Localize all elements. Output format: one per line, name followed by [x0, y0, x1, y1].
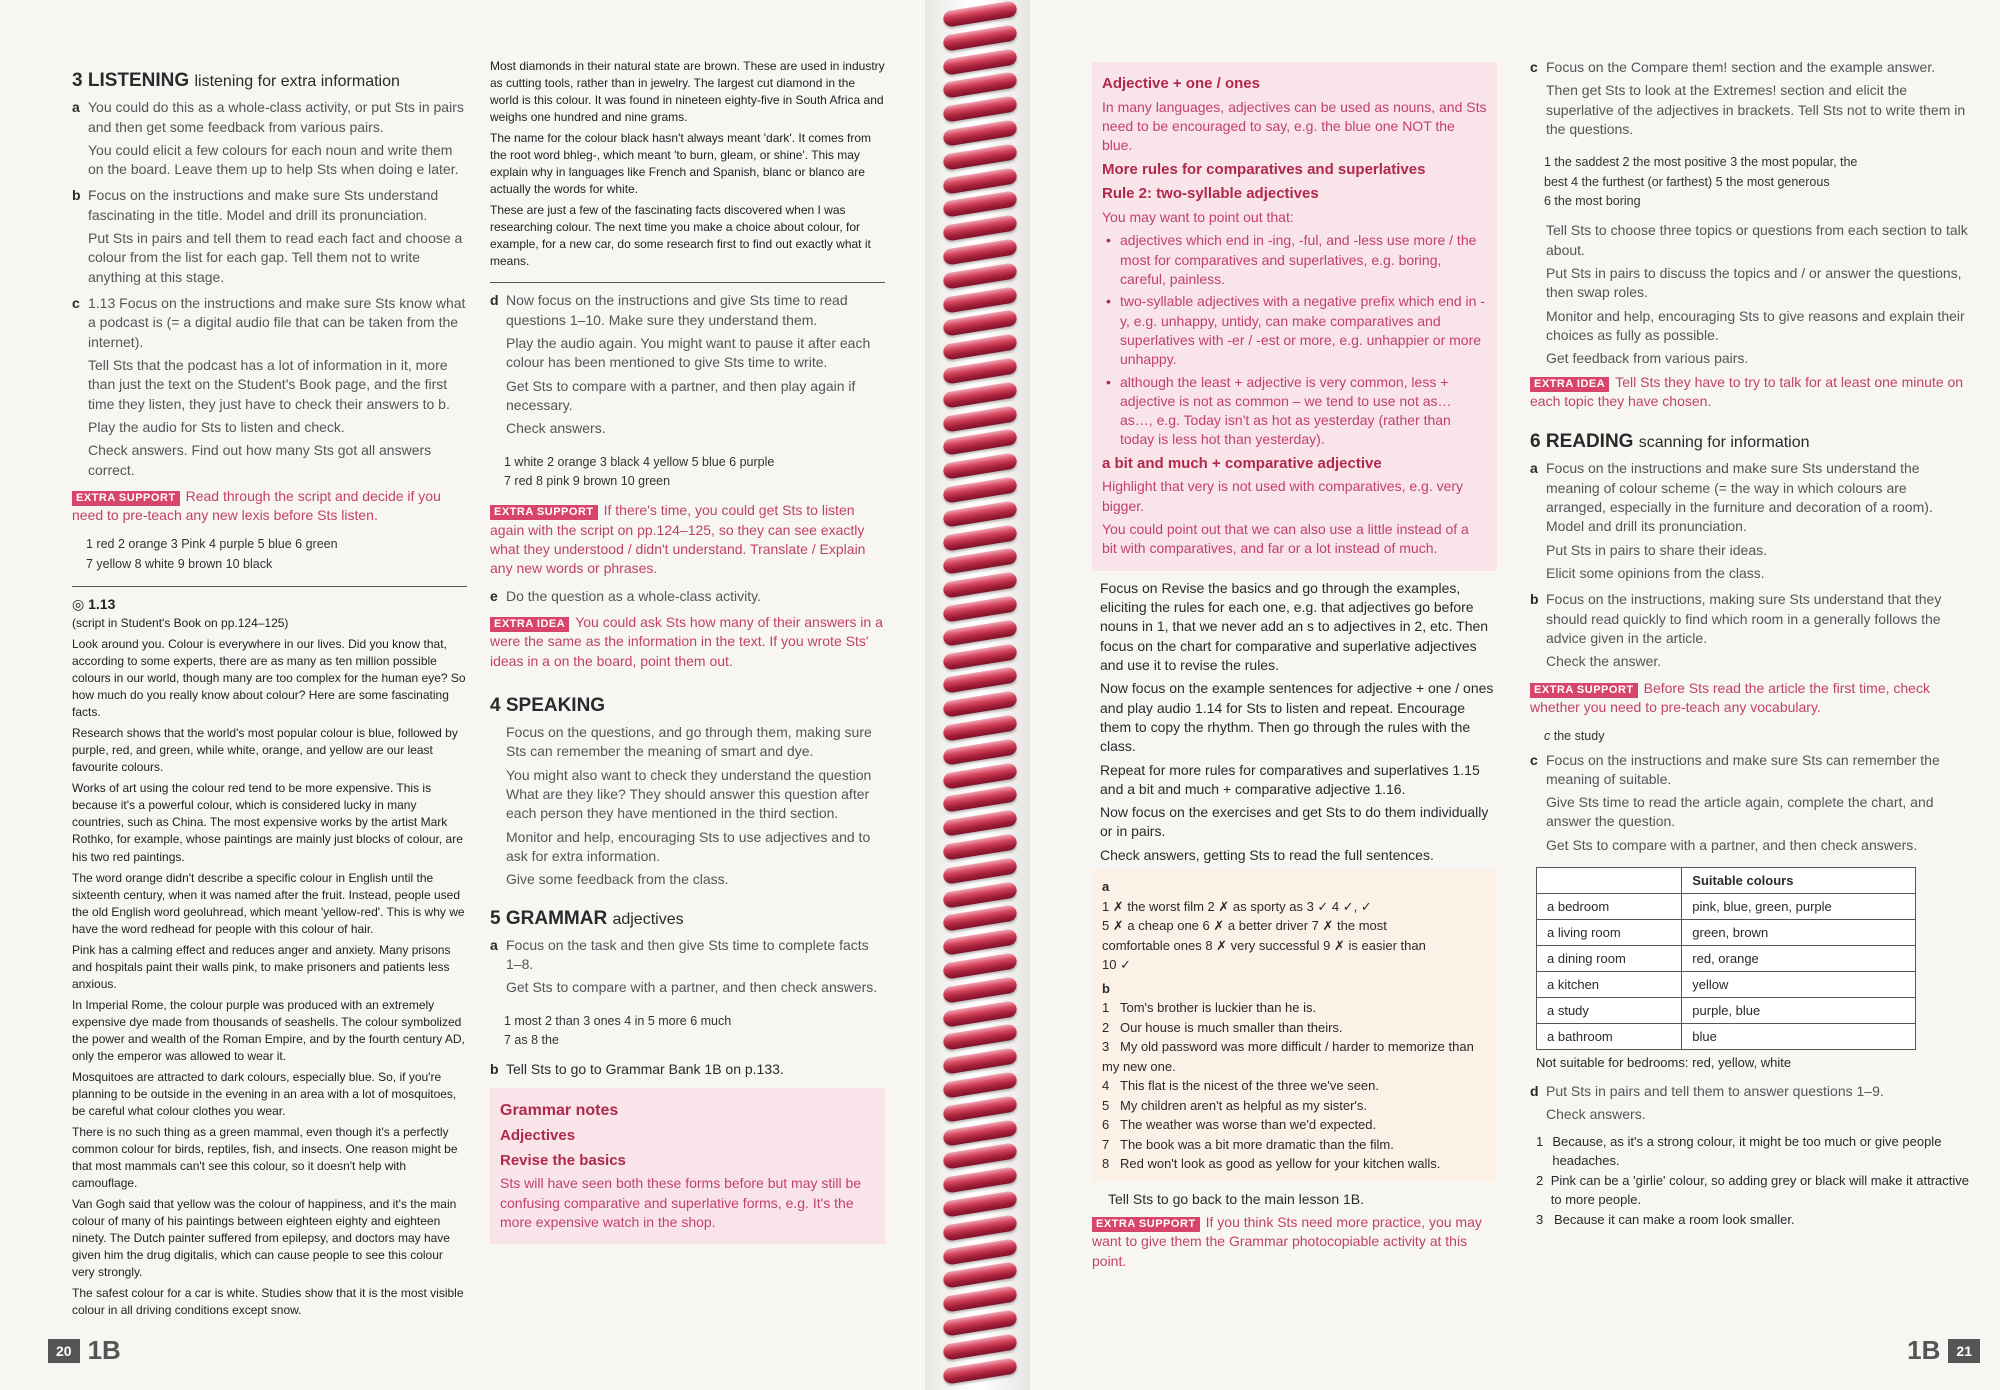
audio-script-continued: Most diamonds in their natural state are brown. These are used in industry as cutting tools, rather than in jewelry. The largest cut diamond in the world is this colour. It was found in nineteen eighty-five in South Africa and weighs one hundred and nine grams. The name for the colour black hasn't always meant 'dark'. It comes from the root word bhleg-, which meant 'to burn, gleam, or shine'. This may explain why in languages like French and Spanish, blanc or blanco are actually the words for white. These are just a few of the fascinating facts discovered when I was researching colour. The next time you make a choice about colour, for example, for a new car, do some research first to find out exactly what it means. [490, 59, 885, 269]
spiral-coil [942, 24, 1018, 51]
listening-heading: 3 LISTENING listening for extra information [72, 70, 400, 91]
left-page [0, 0, 925, 1390]
spiral-coil [942, 1143, 1018, 1170]
spiral-coil [942, 1285, 1018, 1312]
listening-d-1: Now focus on the instructions and give Sts time to read questions 1–10. Make sure they understand them. [506, 292, 848, 328]
spiral-coil [942, 1166, 1018, 1193]
listening-a-1: You could do this as a whole-class activity, or put Sts in pairs and then get some feedback from various pairs. [88, 99, 464, 135]
spiral-coil [942, 500, 1018, 527]
spiral-coil [942, 809, 1018, 836]
spiral-coil [942, 167, 1018, 194]
spiral-coil [942, 1333, 1018, 1360]
listening-c-4: Check answers. Find out how many Sts got all answers correct. [88, 442, 432, 478]
spiral-coil [942, 1357, 1018, 1384]
listening-d-2: Play the audio again. You might want to pause it after each colour has been mentioned to give Sts time to write. [506, 335, 871, 371]
spiral-coil [942, 95, 1018, 122]
spiral-coil [942, 857, 1018, 884]
table-row: a kitchen yellow [1537, 972, 1916, 998]
listening-answers: 1 red 2 orange 3 Pink 4 purple 5 blue 6 green 7 yellow 8 white 9 brown 10 black [86, 537, 338, 571]
spiral-coil [942, 1214, 1018, 1241]
table-row: a living room green, brown [1537, 920, 1916, 946]
right-column-1: Adjective + one / ones In many languages, adjectives can be used as nouns, and Sts need to be encouraged to say, e.g. the blue one NOT the blue. More rules for comparatives and superlatives Rule 2: two-syllable adjectives You may want to point out that: • adjectives which end in -ing, -ful, and -less use more / the most for comparatives and superlatives, e.g. boring, careful, painless. • two-syllable adjectives with a negative prefix which end in -y, e.g. unhappy, untidy, can make comparatives and superlatives with -er / -est or more, e.g. unhappier or more unhappy. • although the least + adjective is very common, less + adjective is not as common – we tend to use not as… as…, e.g. Today isn't as hot as yesterday (rather than today is less hot than yesterday). a bit and much + comparative adjective Highlight that very is not used with comparatives, e.g. very bigger. You could point out that we can also use a little instead of a bit with comparatives, and far or a lot instead of much. Focus on Revise the basics and go through the examples, eliciting the rules for each one, e.g. that adjectives go before nouns in 1, that we never add an s to adjectives in 2, etc. Then focus on the chart for comparative and superlative adjectives and use it to revise the rules. Now focus on the example sentences for adjective + one / ones and play audio 1.14 for Sts to listen and repeat. Encourage them to copy the rhythm. Then go through the rules with the class. Repeat for more rules for comparatives and superlatives 1.15 and a bit and much + comparative adjective 1.16. Now focus on the exercises and get Sts to do them individually or in pairs. Check answers, getting Sts to read the full sentences. a 1 ✗ the worst film 2 ✗ as sporty as 3 ✓ 4 ✓, ✓ 5 ✗ a cheap one 6 ✗ a better driver 7 ✗ the most comfortable ones 8 ✗ very successful 9 ✗ is easier than 10 ✓ b 1 Tom's brother is luckier than he is. 2 Our house is much smaller than theirs. 3 My old password was more difficult / harder to memorize than my new one. 4 This flat is the nicest of the three we've seen. 5 My children aren't as helpful as my sister's. 6 The weather was worse than we'd expected. 7 The book was a bit more dramatic than the film. 8 Red won't look as good as yellow for your kitchen walls. Tell Sts to go back to the main lesson 1B. EXTRA SUPPORT If you think Sts need more practice, you may want to give them the Grammar photocopiable activity at this point. [1092, 58, 1497, 1275]
suitable-colours-table: Suitable colours a bedroom pink, blue, green, purple a living room green, brown a dining room red, orange a kitchen yellow a study purple, blue a bathroom blue [1536, 867, 1916, 1050]
reading-d-answers: 1 Because, as it's a strong colour, it might be too much or give people headaches. 2 Pink can be a 'girlie' colour, so adding grey or black will make it attractive to more people. 3 Because it can make a room look smaller. [1536, 1133, 1970, 1227]
listening-e: Do the question as a whole-class activity. [506, 587, 761, 604]
speaking-heading: 4 SPEAKING [490, 694, 606, 716]
extra-support-box-3: EXTRA SUPPORT If you think Sts need more practice, you may want to give them the Grammar photocopiable activity at this point. [1092, 1213, 1482, 1269]
table-row: a study purple, blue [1537, 998, 1916, 1024]
spiral-coil [942, 1238, 1018, 1265]
spiral-coil [942, 72, 1018, 99]
spiral-coil [942, 381, 1018, 408]
left-column-2: Most diamonds in their natural state are brown. These are used in industry as cutting tools, rather than in jewelry. The largest cut diamond in the world is this colour. It was found in nineteen eighty-five in South Africa and weighs one hundred and nine grams. The name for the colour black hasn't always meant 'dark'. It comes from the root word bhleg-, which meant 'to burn, gleam, or shine'. This may explain why in languages like French and Spanish, blanc or blanco are actually the words for white. These are just a few of the fascinating facts discovered when I was researching colour. The next time you make a choice about colour, for example, for a new car, do some research first to find out exactly what it means. d Now focus on the instructions and give Sts time to read questions 1–10. Make sure they understand them. Play the audio again. You might want to pause it after each colour has been mentioned to give Sts time to write. Get Sts to compare with a partner, and then play again if necessary. Check answers. 1 white 2 orange 3 black 4 yellow 5 blue 6 purple 7 red 8 pink 9 brown 10 green EXTRA SUPPORT If there's time, you could get Sts to listen again with the script on pp.124–125, so they can see exactly what they understood / didn't understand. Translate / Explain any new words or phrases. e Do the question as a whole-class activity. EXTRA IDEA You could ask Sts how many of their answers in a were the same as the information in the text. If you wrote Sts' ideas in a on the board, point them out. 4 SPEAKING Focus on the questions, and go through them, making sure Sts can remember the meaning of smart and dye. You might also want to check they understand the question What are they like? They should answer this question after each person they have mentioned in the third section. Monitor and help, encouraging Sts to use adjectives and to ask for extra information. Give some feedback from the class. 5 GRAMMAR adjectives a Focus on the task and then give Sts time to complete facts 1–8. Get Sts to compare with a partner, and then check answers. 1 most 2 than 3 ones 4 in 5 more 6 much 7 as 8 the b Tell Sts to go to Grammar Bank 1B on p.133. Grammar notes Adjectives Revise the basics Sts will have seen both these forms before but may still be confusing comparative and superlative forms, e.g. It's the more expensive watch in the shop. [490, 58, 885, 1252]
right-footer: 1B 21 [1899, 1335, 1980, 1366]
spiral-coil [942, 881, 1018, 908]
grammar-notes-panel: Grammar notes Adjectives Revise the basics Sts will have seen both these forms before but may still be confusing comparative and superlative forms, e.g. It's the more expensive watch in the shop. [490, 1088, 885, 1244]
listening-d-4: Check answers. [506, 420, 606, 437]
spiral-coil [942, 333, 1018, 360]
spiral-coil [942, 524, 1018, 551]
not-suitable-note: Not suitable for bedrooms: red, yellow, white [1536, 1055, 1792, 1071]
extra-idea-box-2: EXTRA IDEA Tell Sts they have to try to talk for at least one minute on each topic they have chosen. [1530, 373, 1964, 409]
spiral-coil [942, 619, 1018, 646]
spiral-coil [942, 1000, 1018, 1027]
spiral-coil [942, 48, 1018, 75]
left-footer: 20 1B [48, 1335, 121, 1366]
spiral-coil [942, 762, 1018, 789]
grammar-notes-panel-2: Adjective + one / ones In many languages, adjectives can be used as nouns, and Sts need to be encouraged to say, e.g. the blue one NOT the blue. More rules for comparatives and superlatives Rule 2: two-syllable adjectives You may want to point out that: • adjectives which end in -ing, -ful, and -less use more / the most for comparatives and superlatives, e.g. boring, careful, painless. • two-syllable adjectives with a negative prefix which end in -y, e.g. unhappy, untidy, can make comparatives and superlatives with -er / -est or more, e.g. unhappier or more unhappy. • although the least + adjective is very common, less + adjective is not as common – we tend to use not as… as…, e.g. Today isn't as hot as yesterday (rather than today is less hot than yesterday). a bit and much + comparative adjective Highlight that very is not used with comparatives, e.g. very bigger. You could point out that we can also use a little instead of a bit with comparatives, and far or a lot instead of much. [1092, 62, 1497, 571]
grammar-answers: 1 most 2 than 3 ones 4 in 5 more 6 much 7 as 8 the [504, 1013, 732, 1048]
spiral-coil [942, 310, 1018, 337]
extra-support-box: EXTRA SUPPORT Read through the script and decide if you need to pre-teach any new lexis before Sts listen. [72, 487, 441, 524]
spiral-coil [942, 833, 1018, 860]
listening-c-2: Tell Sts that the podcast has a lot of information in it, more than just the text on the Student's Book page, and the first time they listen, they just have to check their answers to b. [88, 356, 450, 412]
spiral-coil [942, 143, 1018, 170]
table-row: a bathroom blue [1537, 1024, 1916, 1050]
reading-b-answer: c the study [1544, 729, 1605, 744]
spiral-coil [942, 476, 1018, 503]
grammar-bank-answers: a 1 ✗ the worst film 2 ✗ as sporty as 3 ✓ 4 ✓, ✓ 5 ✗ a cheap one 6 ✗ a better driver 7 ✗ the most comfortable ones 8 ✗ very successful 9 ✗ is easier than 10 ✓ b 1 Tom's brother is luckier than he is. 2 Our house is much smaller than theirs. 3 My old password was more difficult / harder to memorize than my new one. 4 This flat is the nicest of the three we've seen. 5 My children aren't as helpful as my sister's. 6 The weather was worse than we'd expected. 7 The book was a bit more dramatic than the film. 8 Red won't look as good as yellow for your kitchen walls. [1092, 869, 1497, 1182]
spiral-coil [942, 0, 1018, 27]
spiral-coil [942, 786, 1018, 813]
spiral-coil [942, 928, 1018, 955]
audio-script: ◎ 1.13 (script in Student's Book on pp.124–125) Look around you. Colour is everywhere in our lives. Did you know that, according to some experts, there are as many as ten million possible colours in our world, though many are too complex for the human eye? So how much do you really know about colour? Here are some fascinating facts. Research shows that the world's most popular colour is blue, followed by purple, red, and green, while white, orange, and yellow are our least favourite colours. Works of art using the colour red tend to be more expensive. This is because it's a powerful colour, which is considered lucky in many countries, such as China. The most expensive works by the artist Mark Rothko, for example, whose paintings are mainly just blocks of colour, are his two red paintings. The word orange didn't describe a specific colour in English until the sixteenth century, when it was named after the fruit. Instead, people used the old English word geoluhread, which meant 'yellow-red'. This is why we have the word redhead for people with this colour of hair. Pink has a calming effect and reduces anger and anxiety. Many prisons and hospitals paint their walls pink, to make prisoners and patients less anxious. In Imperial Rome, the colour purple was produced with an extremely expensive dye made from thousands of seashells. The colour symbolized the power and wealth of the Roman Empire, and by the fourth century AD, only the emperor was allowed to wear it. Mosquitoes are attracted to dark colours, especially blue. So, if you're planning to be outside in the evening in an area with a lot of mosquitoes, be careful what colour clothes you wear. There is no such thing as a green mammal, even though it's a perfectly common colour for birds, reptiles, fish, and insects. One reason might be that most mammals can't see this colour, so it doesn't help with camouflage. Van Gogh said that yellow was the colour of happiness, and it's the main colour of many of his paintings between eighteen eighty and eighteen ninety. The Dutch painter suffered from epilepsy, and doctors may have given him the drug digitalis, which can cause people to see this colour very strongly. The safest colour for a car is white. Studies show that it is the most visible colour in all driving conditions except snow. [72, 596, 466, 1318]
right-page [1030, 0, 2000, 1390]
right-column-2: c Focus on the Compare them! section and the example answer. Then get Sts to look at the Extremes! section and elicit the superlative of the adjectives in brackets. Tell Sts not to write them in the questions. 1 the saddest 2 the most positive 3 the most popular, the best 4 the furthest (or farthest) 5 the most generous 6 the most boring Tell Sts to choose three topics or questions from each section to talk about. Put Sts in pairs to discuss the topics and / or answer the questions, then swap roles. Monitor and help, encouraging Sts to give reasons and explain their choices as fully as possible. Get feedback from various pairs. EXTRA IDEA Tell Sts they have to try to talk for at least one minute on each topic they have chosen. 6 READING scanning for information a Focus on the instructions and make sure Sts understand the meaning of colour scheme (= the way in which colours are arranged, especially in the furniture and decoration of a room). Model and drill its pronunciation. Put Sts in pairs to share their ideas. Elicit some opinions from the class. b Focus on the instructions, making sure Sts understand that they should read quickly to find which room in a generally follows the advice given in the article. Check the answer. EXTRA SUPPORT Before Sts read the article the first time, check whether you need to pre-teach any vocabulary. c the study c Focus on the instructions and make sure Sts can remember the meaning of suitable. Give Sts time to read the article again, complete the chart, and answer the question. Get Sts to compare with a partner, and then check answers. Suitable colours a bedroom pink, blue, green, purple a living room green, brown a dining room red, orange a kitchen yellow a study purple, blue a bathroom blue Not suitable for bedrooms: red, yellow, white d Put Sts in pairs and tell them to answer questions 1–9. Check answers. 1 Because, as it's a strong colour, it might be too much or give people headaches. 2 Pink can be a 'girlie' colour, so adding grey or black will make it attractive to more people. 3 Because it can make a room look smaller. [1530, 58, 1970, 1229]
listening-d-answers: 1 white 2 orange 3 black 4 yellow 5 blue 6 purple 7 red 8 pink 9 brown 10 green [504, 454, 775, 488]
listening-d-3: Get Sts to compare with a partner, and then play again if necessary. [506, 377, 856, 413]
listening-b-1: Focus on the instructions and make sure Sts understand fascinating in the title. Model and drill its pronunciation. [88, 187, 439, 223]
extra-support-box-2: EXTRA SUPPORT If there's time, you could get Sts to listen again with the script on pp.124–125, so they can see exactly what they understood / didn't understand. Translate / Explain any new words or phrases. [490, 502, 866, 577]
spiral-coil [942, 905, 1018, 932]
extra-idea-box: EXTRA IDEA You could ask Sts how many of their answers in a were the same as the information in the text. If you wrote Sts' ideas in a on the board, point them out. [490, 613, 883, 669]
spiral-coil [942, 1095, 1018, 1122]
spiral-coil [942, 738, 1018, 765]
spiral-coil [942, 191, 1018, 218]
grammar-heading: 5 GRAMMAR adjectives [490, 907, 684, 929]
table-row: a dining room red, orange [1537, 946, 1916, 972]
spiral-coil [942, 262, 1018, 289]
left-column-1: 3 LISTENING listening for extra information a You could do this as a whole-class activity, or put Sts in pairs and then get some feedback from various pairs. You could elicit a few colours for each noun and write them on the board. Leave them up to help Sts when doing e later. b Focus on the instructions and make sure Sts understand fascinating in the title. Model and drill its pronunciation. Put Sts in pairs and tell them to read each fact and choose a colour from the list for each gap. Tell them not to write anything at this stage. c 1.13 Focus on the instructions and make sure Sts know what a podcast is (= a digital audio file that can be taken from the internet). Tell Sts that the podcast has a lot of information in it, more than just the text on the Student's Book page, and the first time they listen, they just have to check their answers to b. Play the audio for Sts to listen and check. Check answers. Find out how many Sts got all answers correct. EXTRA SUPPORT Read through the script and decide if you need to pre-teach any new lexis before Sts listen. 1 red 2 orange 3 Pink 4 purple 5 blue 6 green 7 yellow 8 white 9 brown 10 black ◎ 1.13 (script in Student's Book on pp.124–125) Look around you. Colour is everywhere in our lives. Did you know that, according to some experts, there are as many as ten million possible colours in our world, though many are too complex for the human eye? So how much do you really know about colour? Here are some fascinating facts. Research shows that the world's most popular colour is blue, followed by purple, red, and green, while white, orange, and yellow are our least favourite colours. Works of art using the colour red tend to be more expensive. This is because it's a powerful colour, which is considered lucky in many countries, such as China. The most expensive works by the artist Mark Rothko, for example, whose paintings are mainly just blocks of colour, are his two red paintings. The word orange didn't describe a specific colour in English until the sixteenth century, when it was named after the fruit. Instead, people used the old English word geoluhread, which meant 'yellow-red'. This is why we have the word redhead for people with this colour of hair. Pink has a calming effect and reduces anger and anxiety. Many prisons and hospitals paint their walls pink, to make prisoners and patients less anxious. In Imperial Rome, the colour purple was produced with an extremely expensive dye made from thousands of seashells. The colour symbolized the power and wealth of the Roman Empire, and by the fourth century AD, only the emperor was allowed to wear it. Mosquitoes are attracted to dark colours, especially blue. So, if you're planning to be outside in the evening in an area with a lot of mosquitoes, be careful what colour clothes you wear. There is no such thing as a green mammal, even though it's a perfectly common colour for birds, reptiles, fish, and insects. One reason might be that most mammals can't see this colour, so it doesn't help with camouflage. Van Gogh said that yellow was the colour of happiness, and it's the main colour of many of his paintings between eighteen eighty and eighteen ninety. The Dutch painter suffered from epilepsy, and doctors may have given him the drug digitalis, which can cause people to see this colour very strongly. The safest colour for a car is white. Studies show that it is the most visible colour in all driving conditions except snow. [72, 58, 467, 1323]
spiral-coil [942, 1190, 1018, 1217]
spiral-coil [942, 952, 1018, 979]
listening-b-2: Put Sts in pairs and tell them to read each fact and choose a colour from the list for each gap. Tell them not to write anything at this stage. [88, 230, 463, 285]
reading-heading: 6 READING scanning for information [1530, 431, 1810, 453]
spiral-coil [942, 286, 1018, 313]
spiral-coil [942, 238, 1018, 265]
spiral-coil [942, 667, 1018, 694]
spiral-coil [942, 1047, 1018, 1074]
extra-support-box-4: EXTRA SUPPORT Before Sts read the article the first time, check whether you need to pre-teach any vocabulary. [1530, 679, 1930, 715]
spiral-coil [942, 571, 1018, 598]
spiral-coil [942, 1071, 1018, 1098]
spiral-coil [942, 548, 1018, 575]
spiral-coil [942, 429, 1018, 456]
audio-script-head: ◎ 1.13 [72, 596, 116, 613]
spiral-coil [942, 357, 1018, 384]
speaking-c-answers: 1 the saddest 2 the most positive 3 the most popular, the best 4 the furthest (or farthest) 5 the most generous 6 the most boring [1544, 155, 1858, 208]
listening-a-2: You could elicit a few colours for each noun and write them on the board. Leave them up to help Sts when doing e later. [88, 141, 459, 178]
spiral-coil [942, 405, 1018, 432]
table-row: a bedroom pink, blue, green, purple [1537, 894, 1916, 920]
listening-c-1: 1.13 Focus on the instructions and make sure Sts know what a podcast is (= a digital audio file that can be taken from the internet). [88, 295, 466, 350]
spiral-coil [942, 1309, 1018, 1336]
spiral-coil [942, 595, 1018, 622]
tell-sts: Tell Sts to go back to the main lesson 1B. [1108, 1190, 1365, 1207]
spiral-coil [942, 976, 1018, 1003]
spiral-coil [942, 690, 1018, 717]
spiral-coil [942, 214, 1018, 241]
spiral-coil [942, 1119, 1018, 1146]
spiral-coil [942, 714, 1018, 741]
spiral-binding [925, 0, 1030, 1390]
spiral-coil [942, 1262, 1018, 1289]
spiral-coil [942, 1024, 1018, 1051]
spiral-coil [942, 643, 1018, 670]
spiral-coil [942, 119, 1018, 146]
spiral-coil [942, 452, 1018, 479]
listening-c-3: Play the audio for Sts to listen and check. [88, 418, 345, 435]
